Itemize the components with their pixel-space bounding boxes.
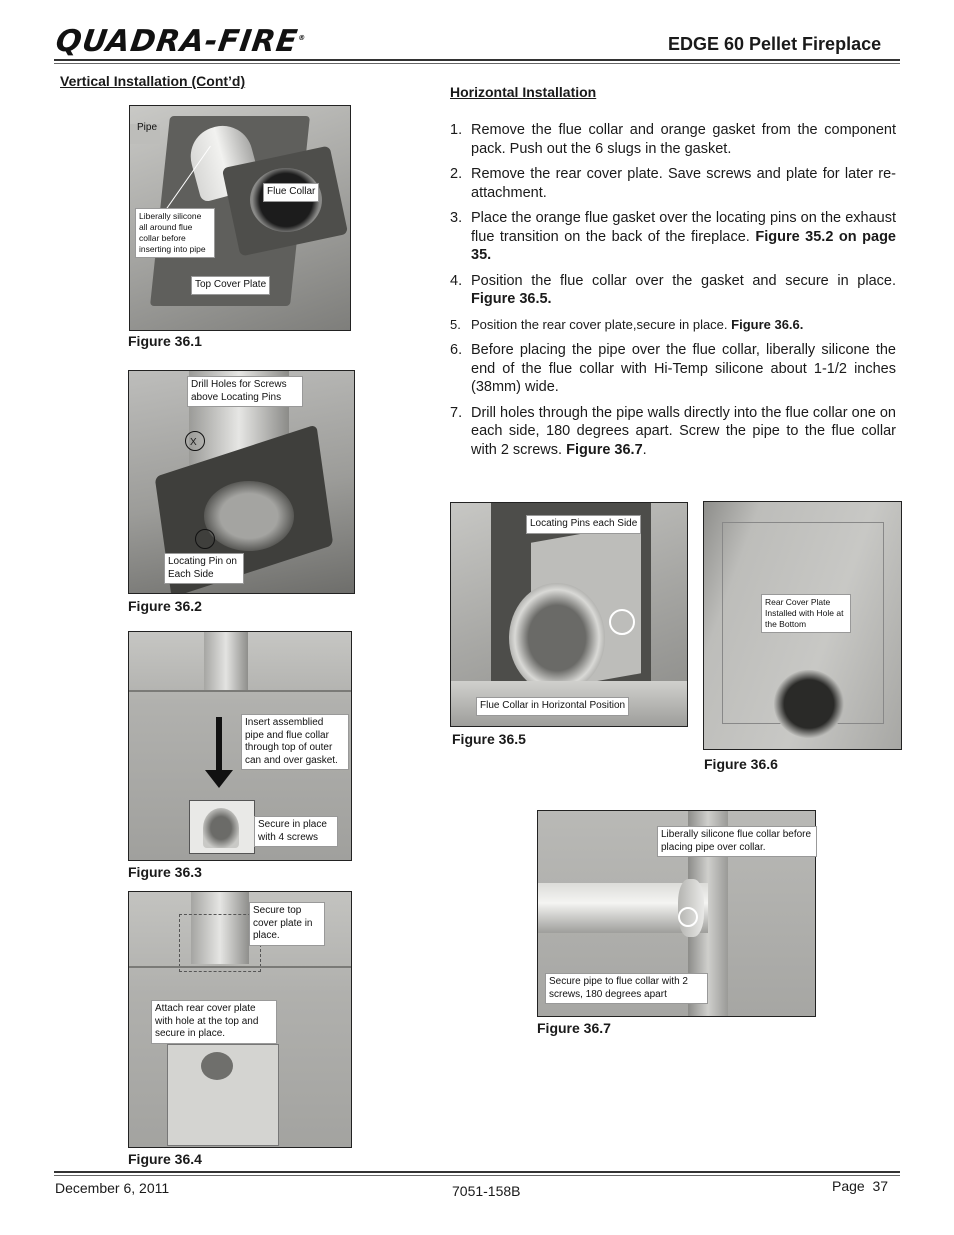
callout-flue-collar-horizontal: Flue Collar in Horizontal Position (476, 697, 629, 716)
can-edge (129, 966, 351, 968)
step-5: 5. Position the rear cover plate,secure in place. Figure 36.6. (450, 316, 804, 332)
pipe-top-shape (204, 632, 248, 692)
step-3-figure-ref: Figure 35.2 on page 35. (471, 228, 896, 263)
header-rule (54, 59, 900, 61)
callout-silicone-collar: Liberally silicone flue collar before placing pipe over collar. (657, 826, 817, 857)
figure-36-5-photo (450, 502, 688, 727)
collar-opening (203, 808, 239, 848)
callout-locating-pins: Locating Pins each Side (526, 515, 641, 534)
footer-date: December 6, 2011 (55, 1180, 170, 1196)
callout-rear-cover-plate: Rear Cover Plate Installed with Hole at the Bottom (761, 594, 851, 633)
figure-caption: Figure 36.7 (537, 1020, 611, 1036)
step-3: 3. Place the orange flue gasket over the locating pins on the exhaust flue transition on the back of the fireplace. Figure 35.2 on page 35. (450, 210, 896, 263)
figure-caption: Figure 36.6 (704, 756, 778, 772)
callout-attach-rear-plate: Attach rear cover plate with hole at the top and secure in place. (151, 1000, 277, 1044)
figure-caption: Figure 36.1 (128, 333, 202, 349)
vertical-installation-heading: Vertical Installation (Cont’d) (60, 73, 246, 89)
footer-doc-number: 7051-158B (452, 1183, 521, 1199)
callout-flue-collar: Flue Collar (263, 183, 319, 202)
step-7-figure-ref: Figure 36.7 (566, 441, 643, 458)
locating-pin-circle (195, 529, 215, 549)
horizontal-installation-heading: Horizontal Installation (450, 84, 597, 100)
callout-pipe: Pipe (137, 122, 158, 133)
installation-steps (450, 121, 896, 466)
figure-caption: Figure 36.4 (128, 1151, 202, 1167)
figure-caption: Figure 36.3 (128, 864, 202, 880)
document-title: EDGE 60 Pellet Fireplace (668, 34, 882, 54)
step-1: 1. Remove the flue collar and orange gasket from the component pack. Push out the 6 slugs in the gasket. (450, 122, 896, 157)
step-5-figure-ref: Figure 36.6. (731, 316, 804, 332)
x-mark: X (190, 437, 197, 448)
screw-circle (678, 907, 698, 927)
down-arrow-icon (205, 770, 233, 788)
step-7: 7. Drill holes through the pipe walls directly into the flue collar one on each side, 180 degrees apart. Screw the pipe to the flue collar with 2 screws. Figure 36.7. (450, 404, 896, 458)
flue-collar-hole (774, 670, 844, 738)
callout-insert-pipe: Insert assemblied pipe and flue collar through top of outer can and over gasket. (241, 714, 349, 770)
arrow-shaft (216, 717, 222, 772)
footer-rule-thin (54, 1175, 900, 1176)
footer-page-number: Page 37 (832, 1178, 889, 1194)
callout-drill-holes: Drill Holes for Screws above Locating Pins (187, 376, 303, 407)
brand-logo: QUADRA-FIRE® (53, 24, 307, 59)
callout-locating-pin: Locating Pin on Each Side (164, 553, 244, 584)
callout-secure-top-plate: Secure top cover plate in place. (249, 902, 325, 946)
figure-caption: Figure 36.5 (452, 731, 526, 747)
callout-silicone: Liberally silicone all around flue collar before inserting into pipe (135, 208, 215, 258)
rear-cover-hole (201, 1052, 233, 1080)
callout-secure-pipe: Secure pipe to flue collar with 2 screws, 180 degrees apart (545, 973, 708, 1004)
collar-opening (204, 481, 294, 551)
flue-collar-shape (509, 583, 605, 693)
locating-pin-circle (609, 609, 635, 635)
header-rule-thin (54, 63, 900, 64)
figure-caption: Figure 36.2 (128, 598, 202, 614)
step-2: 2. Remove the rear cover plate. Save screws and plate for later re-attachment. (450, 166, 896, 201)
callout-top-cover-plate: Top Cover Plate (191, 276, 270, 295)
step-4-figure-ref: Figure 36.5. (471, 291, 552, 307)
step-6: 6. Before placing the pipe over the flue collar, liberally silicone the end of the flue collar with Hi-Temp silicone about 1-1/2 inches (38mm) wide. (450, 342, 896, 395)
can-edge (129, 690, 351, 692)
footer-rule (54, 1171, 900, 1173)
step-4: 4. Position the flue collar over the gasket and secure in place. Figure 36.5. (450, 272, 896, 307)
callout-secure-screws: Secure in place with 4 screws (254, 816, 338, 847)
